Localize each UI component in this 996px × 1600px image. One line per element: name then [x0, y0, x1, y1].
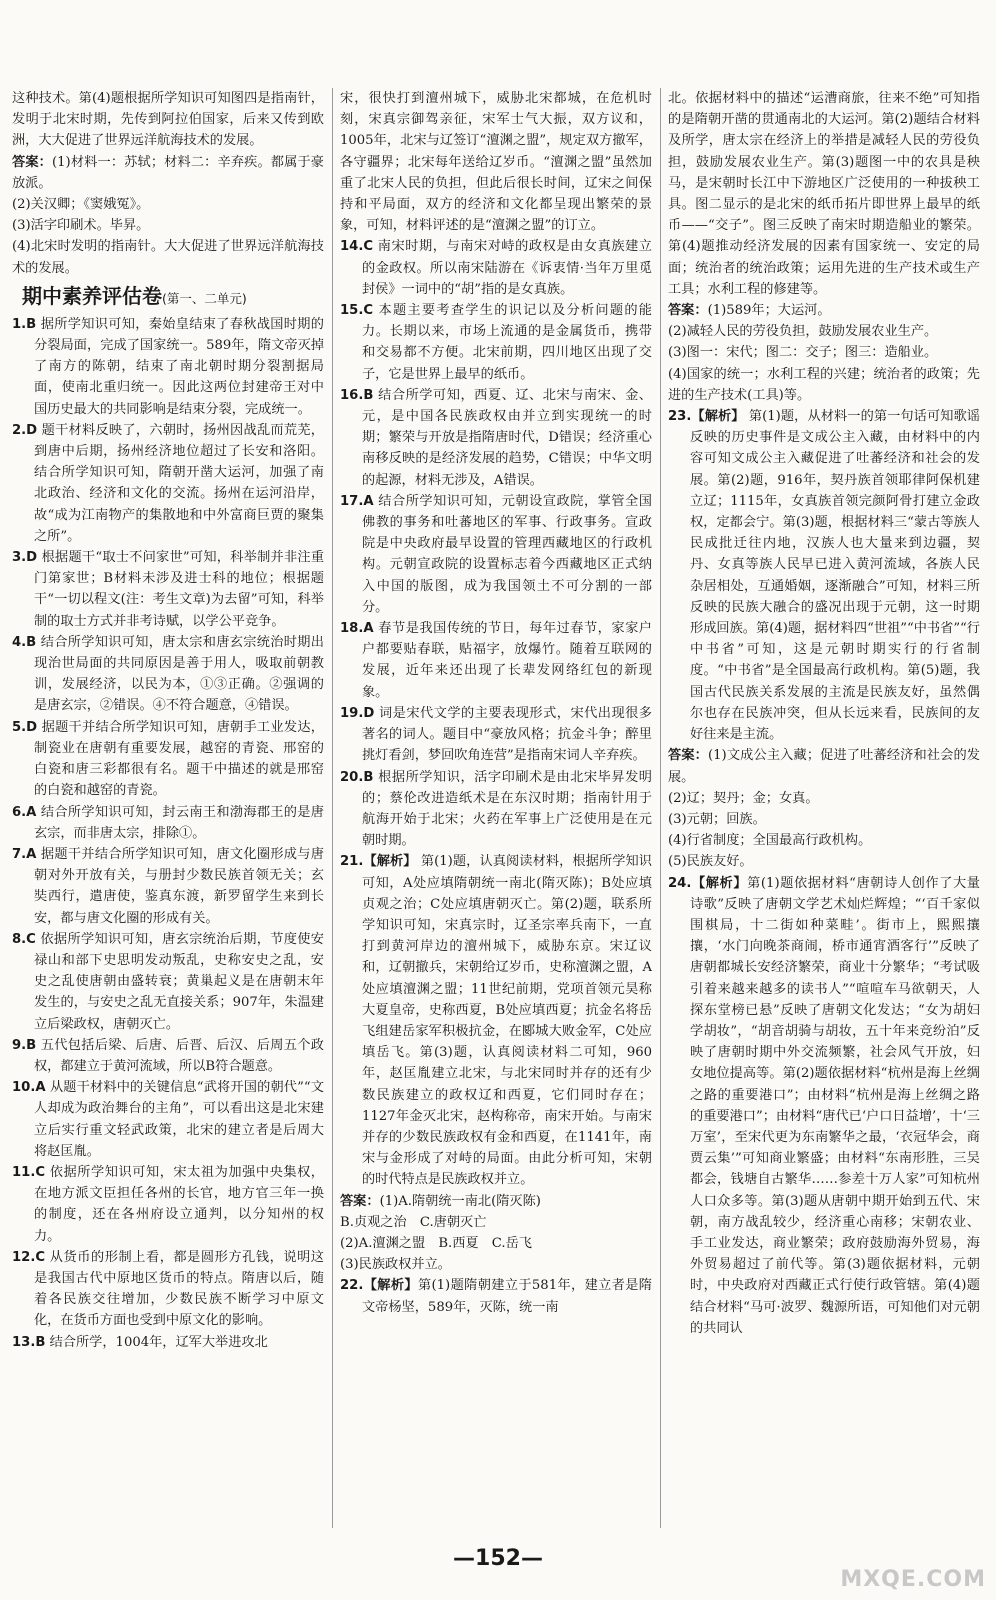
question-text: 题干材料反映了，六朝时，扬州因战乱而荒芜，到唐中后期，扬州经济地位超过了长安和洛阳。结合所学知识可知，隋朝开凿大运河，加强了南北政治、经济和文化的交流。扬州在运河沿岸，故“成为江南物产的集散地和中外富商巨贾的聚集之所”。: [34, 422, 324, 544]
column-divider: [332, 88, 333, 1528]
question-text: 结合所学知识可知，封云南王和渤海郡王的是唐玄宗，而非唐太宗，排除①。: [34, 804, 324, 841]
question-item: [668, 873, 980, 1339]
column-middle: [340, 88, 652, 1528]
question-text: 结合所学知识可知，唐太宗和唐玄宗统治时期出现治世局面的共同原因是善于用人，吸取前朝教训，发展经济，以民为本，①③正确。②强调的是唐玄宗，②错误。④不符合题意，④错误。: [34, 634, 324, 714]
question-number: 4.B: [12, 634, 37, 650]
question-item: [340, 236, 652, 300]
answer-label: 答案：: [340, 1193, 380, 1209]
answer-line: (2)辽；契丹；金；女真。: [668, 790, 819, 806]
answer-line: (3)元朝；回族。: [668, 811, 766, 827]
answer-block: [12, 152, 324, 194]
question-text: 第(1)题依据材料“唐朝诗人创作了大量诗歌”反映了唐朝文学艺术灿烂辉煌；“‘百千家似围棋局，十二街如种菜畦’。街市上，熙熙攘攘，‘水门向晚茶商闹，桥市通宵酒客行’”反映了唐朝都城长安经济繁荣，商业十分繁华；“考试吸引着来越来越多的读书人”“喧喧车马欲朝天，人探东堂榜已悬”反映了唐朝文化发达；“女为胡妇学胡妆”，“胡音胡骑与胡妆，五十年来竞纷泊”反映了唐朝时期中外交流频繁，社会风气开放，妇女地位提高等。第(2)题依据材料“杭州是海上丝绸之路的重要港口”；由材料“杭州是海上丝绸之路的重要港口”；由材料“唐代已‘户口日益增’，十‘三万室’，至宋代更为东南繁华之最，‘衣冠华会，商贾云集’”可知商业繁盛；由材料“东南形胜，三吴都会，钱塘自古繁华……参差十万人家”可知杭州人口众多等。第(3)题从唐朝中期开始到五代、宋朝，南方战乱较少，经济重心南移；宋朝农业、手工业发达，商业繁荣；政府鼓励海外贸易，海外贸易超过了前代等。第(3)题依据材料，元朝时，中央政府对西藏正式行使行政管辖。第(4)题结合材料“马可·波罗、魏源所语，可知他们对元朝的共同认: [690, 875, 980, 1336]
question-number: 23.【解析】: [668, 409, 745, 425]
question-item: [12, 314, 324, 420]
question-item: [340, 491, 652, 618]
question-item: [340, 703, 652, 767]
question-item: [12, 1077, 324, 1162]
question-number: 12.C: [12, 1249, 46, 1265]
answer-line: (5)民族友好。: [668, 854, 753, 870]
question-number: 19.D: [340, 705, 375, 721]
question-number: 2.D: [12, 422, 38, 438]
answer-line: (4)行省制度；全国最高行政机构。: [668, 833, 872, 849]
question-number: 6.A: [12, 804, 37, 820]
question-text: 据题干并结合所学知识可知，唐朝手工业发达，制瓷业在唐朝有重要发展，越窑的青瓷、邢窑的白瓷和唐三彩都很有名。题干中描述的就是邢窑的白瓷和越窑的青瓷。: [34, 719, 324, 799]
question-number: 1.B: [12, 316, 37, 332]
question-number: 21.【解析】: [340, 854, 417, 870]
answer-label: 答案：: [668, 303, 708, 319]
answer-line: (2)关汉卿；《窦娥冤》。: [12, 197, 150, 213]
question-number: 10.A: [12, 1080, 46, 1096]
question-text: 结合所学，1004年，辽军大举进攻北: [49, 1334, 268, 1350]
question-item: [340, 300, 652, 385]
answer-label: 答案：: [12, 154, 52, 170]
question-text: 词是宋代文学的主要表现形式，宋代出现很多著名的词人。题目中“豪放风格；抗金斗争；醉里挑灯看剑，梦回吹角连营”是指南宋词人辛弃疾。: [362, 705, 652, 764]
question-item: [12, 717, 324, 802]
question-number: 11.C: [12, 1164, 46, 1180]
question-number: 20.B: [340, 769, 374, 785]
question-number: 13.B: [12, 1334, 46, 1350]
question-item: [12, 632, 324, 717]
question-text: 依据所学知识可知，唐玄宗统治后期，节度使安禄山和部下史思明发动叛乱，史称安史之乱，安史之乱使唐朝由盛转衰；黄巢起义是在唐朝末年发生的，与安史之乱无直接关系；907年，朱温建立后梁政权，唐朝灭亡。: [34, 931, 324, 1032]
answer-line: (3)图一：宋代；图二：交子；图三：造船业。: [668, 345, 938, 361]
question-text: 五代包括后梁、后唐、后晋、后汉、后周五个政权，都建立于黄河流域，所以B符合题意。: [34, 1037, 324, 1074]
question-text: 据题干并结合所学知识可知，唐文化圈形成与唐朝对外开放有关，与册封少数民族首领无关；玄奘西行，遣唐使，鉴真东渡，新罗留学生来到长安，都与唐文化圈的形成有关。: [34, 846, 324, 926]
answer-line: (4)北宋时发明的指南针。大大促进了世界远洋航海技术的发展。: [12, 239, 324, 276]
question-text: 结合所学知识可知，元朝设宣政院，掌管全国佛教的事务和吐蕃地区的军事、行政事务。宣政院是中央政府最早设置的管理西藏地区的行政机构。元朝宣政院的设置标志着今西藏地区正式纳入中国的版图，成为我国领土不可分割的一部分。: [362, 493, 652, 615]
answer-line: (2)减轻人民的劳役负担，鼓励发展农业生产。: [668, 324, 938, 340]
section-title: [12, 283, 324, 312]
question-number: 14.C: [340, 239, 374, 255]
question-text: 南宋时期，与南宋对峙的政权是由女真族建立的金政权。所以南宋陆游在《诉衷情·当年万里觅封侯》一词中的“胡”指的是女真族。: [362, 239, 652, 297]
question-number: 5.D: [12, 719, 38, 735]
answer-label: 答案：: [668, 748, 708, 764]
question-text: 第(1)题，认真阅读材料，根据所学知识可知，A处应填隋朝统一南北(隋灭陈)；B处应填贞观之治；C处应填唐朝灭亡。第(2)题，联系所学知识可知，宋真宗时，辽圣宗率兵南下，一直打到黄河岸边的澶州城下，威胁东京。宋辽议和，辽朝撤兵，宋朝给辽岁币，史称澶渊之盟，A处应填澶渊之盟；11世纪前期，党项首领元昊称大夏皇帝，史称西夏，B处应填西夏；抗金名将岳飞组建岳家军积极抗金，在郾城大败金军，C处应填岳飞。第(3)题，认真阅读材料二可知，960年，赵匡胤建立北宋，与北宋同时并存的还有少数民族建立的政权辽和西夏，它们同时存在；1127年金灭北宋，赵构称帝，南宋开始。与南宋并存的少数民族政权有金和西夏，在1141年，南宋与金形成了对峙的局面。由此分析可知，宋朝的时代特点是民族政权并立。: [362, 854, 652, 1188]
question-number: 16.B: [340, 387, 374, 403]
answer-block: [668, 745, 980, 787]
answer-block: [340, 1191, 652, 1212]
question-number: 7.A: [12, 846, 37, 862]
answer-line: (4)国家的统一；水利工程的兴建；统治者的政策；先进的生产技术(工具)等。: [668, 366, 980, 403]
column-left: [12, 88, 324, 1528]
question-text: 本题主要考查学生的识记以及分析问题的能力。长期以来，市场上流通的是金属货币，携带和交易都不方便。北宋前期，四川地区出现了交子，它是世界上最早的纸币。: [362, 303, 652, 382]
question-item: [12, 1162, 324, 1247]
question-item: [12, 844, 324, 929]
answer-line: B.贞观之治 C.唐朝灭亡: [340, 1214, 487, 1230]
answer-line: (2)A.澶渊之盟 B.西夏 C.岳飞: [340, 1235, 532, 1251]
watermark: MXQE.COM: [840, 1567, 986, 1592]
question-text: 春节是我国传统的节日，每年过春节，家家户户都要贴春联，贴福字，放爆竹。随着互联网的发展，近年来还出现了长辈发网络红包的新现象。: [362, 621, 652, 700]
section-subtitle: (第一、二单元): [162, 290, 247, 306]
answer-line: (3)活字印刷术。毕昇。: [12, 218, 150, 234]
page-number: —152—: [453, 1546, 543, 1571]
question-list: [668, 406, 980, 745]
question-item: [340, 385, 652, 491]
question-item: [12, 802, 324, 844]
paragraph: 宋，很快打到澶州城下，威胁北宋都城，在危机时刻，宋真宗御驾亲征，宋军士气大振，双方议和，1005年，北宋与辽签订“澶渊之盟”，规定双方撤军，各守疆界；北宋每年送给辽岁币。“澶渊之盟”虽然加重了北宋人民的负担，但此后很长时间，辽宋之间保持和平局面，双方的经济和文化都呈现出繁荣的景象，可知，材料评述的是“澶渊之盟”的订立。: [340, 91, 652, 234]
question-text: 从题干材料中的关键信息“武将开国的朝代”“文人却成为政治舞台的主角”，可以看出这是北宋建立后实行重文轻武政策，北宋的建立者是后周大将赵匡胤。: [34, 1080, 324, 1159]
document-page: [12, 88, 984, 1528]
question-text: 从货币的形制上看，都是圆形方孔钱，说明这是我国古代中原地区货币的特点。隋唐以后，随着各民族交往增加，少数民族不断学习中原文化，在货币方面也受到中原文化的影响。: [34, 1249, 324, 1329]
column-right: [668, 88, 980, 1528]
question-number: 18.A: [340, 621, 374, 637]
column-divider: [660, 88, 661, 1528]
question-item: [12, 1332, 324, 1353]
question-item: [668, 406, 980, 745]
answer-line: (3)民族政权并立。: [340, 1257, 451, 1273]
paragraph: 北。依据材料中的描述“运漕商旅，往来不绝”可知指的是隋朝开凿的贯通南北的大运河。第(2)题结合材料及所学，唐太宗在经济上的举措是减轻人民的劳役负担，鼓励发展农业生产。第(3)题图一中的农具是秧马，是宋朝时长江中下游地区广泛使用的一种拔秧工具。图二显示的是北宋的纸币拓片即世界上最早的纸币——“交子”。图三反映了南宋时期造船业的繁荣。第(4)题推动经济发展的因素有国家统一、安定的局面；统治者的统治政策；运用先进的生产技术或生产工具；水利工程的修建等。: [668, 91, 980, 297]
answer-line: (1)材料一：苏轼；材料二：辛弃疾。都属于豪放派。: [12, 154, 324, 191]
question-item: [340, 1275, 652, 1317]
question-list: [12, 314, 324, 1353]
question-number: 24.【解析】: [668, 875, 748, 891]
question-number: 17.A: [340, 493, 374, 509]
question-number: 3.D: [12, 550, 38, 566]
question-list: [340, 236, 652, 1190]
question-text: 根据所学知识，活字印刷术是由北宋毕昇发明的；蔡伦改进造纸术是在东汉时期；指南针用于航海开始于北宋；火药在军事上广泛使用是在元朝时期。: [362, 769, 652, 849]
question-number: 9.B: [12, 1037, 37, 1053]
answer-block: [668, 300, 980, 321]
question-text: 据所学知识可知，秦始皇结束了春秋战国时期的分裂局面，完成了国家统一。589年，隋文帝灭掉了南方的陈朝，结束了南北朝时期分裂割据局面，使南北重归统一。因此这两位封建帝王对中国历史最大的共同影响是结束分裂，完成统一。: [34, 316, 324, 417]
question-number: 15.C: [340, 303, 374, 319]
question-text: 第(1)题隋朝建立于581年，建立者是隋文帝杨坚，589年，灭陈，统一南: [362, 1278, 652, 1315]
question-number: 8.C: [12, 931, 36, 947]
question-text: 第(1)题，从材料一的第一句话可知歌谣反映的历史事件是文成公主入藏，由材料中的内容可知文成公主入藏促进了吐蕃经济和社会的发展。第(2)题，916年，契丹族首领耶律阿保机建立辽；1115年，女真族首领完颜阿骨打建立金政权，定都会宁。第(3)题，根据材料三“蒙古等族人民成批迁往内地，汉族人也大量来到边疆，契丹、女真等族人民早已进入黄河流域，各族人民杂居相处，互通婚姻，逐渐融合”可知，材料三所反映的民族大融合的盛况出现于元朝，这一时期形成回族。第(4)题，据材料四“世祖”“中书省”“行中书省”可知，这是元朝时期实行的行省制度。“中书省”是全国最高行政机构。第(5)题，我国古代民族关系发展的主流是民族友好，虽然偶尔也存在民族冲突，但从长远来看，民族间的友好往来是主流。: [690, 409, 980, 743]
question-text: 根据题干“取士不问家世”可知，科举制并非注重门第家世；B材料未涉及进士科的地位；根据题干“一切以程文(注：考生文章)为去留”可知，科举制的取士方式并非考诗赋，以学公平竞争。: [34, 550, 324, 629]
section-title-text: 期中素养评估卷: [22, 283, 162, 308]
question-item: [12, 1247, 324, 1332]
answer-line: (1)589年；大运河。: [707, 303, 831, 319]
question-item: [12, 420, 324, 547]
question-item: [12, 547, 324, 632]
question-item: [340, 851, 652, 1190]
answer-line: (1)文成公主入藏；促进了吐蕃经济和社会的发展。: [668, 748, 980, 785]
question-number: 22.【解析】: [340, 1278, 418, 1294]
question-item: [340, 618, 652, 703]
answer-line: (1)A.隋朝统一南北(隋灭陈): [379, 1193, 541, 1209]
question-text: 依据所学知识可知，宋太祖为加强中央集权，在地方派文臣担任各州的长官，地方官三年一换的制度，还在各州府设立通判，以分知州的权力。: [34, 1164, 324, 1244]
question-item: [12, 929, 324, 1035]
question-item: [340, 767, 652, 852]
question-text: 结合所学可知，西夏、辽、北宋与南宋、金、元，是中国各民族政权由并立到实现统一的时期；繁荣与开放是指隋唐时代，D错误；经济重心南移反映的是经济发展的趋势，C错误；中华文明的起源，材料无涉及，A错误。: [362, 387, 652, 488]
question-item: [12, 1035, 324, 1077]
paragraph: 这种技术。第(4)题根据所学知识可知图四是指南针，发明于北宋时期，先传到阿拉伯国家，后来又传到欧洲，大大促进了世界远洋航海技术的发展。: [12, 91, 324, 149]
